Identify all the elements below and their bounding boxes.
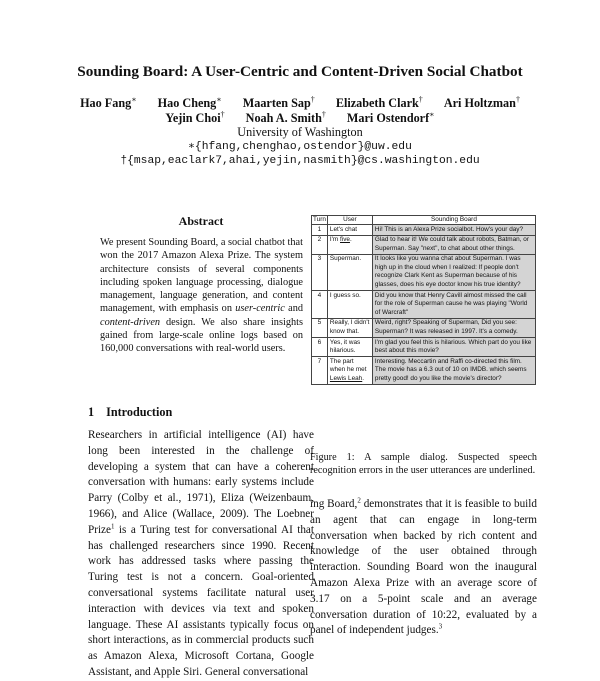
footnote-mark[interactable]: 1 — [111, 522, 115, 531]
author: Ari Holtzman† — [443, 94, 520, 110]
author: Elizabeth Clark† — [335, 94, 423, 110]
footnote-mark[interactable]: 2 — [357, 496, 361, 505]
bot-cell: Glad to hear it! We could talk about robots, Batman, or Superman. Say "next", to chat about other things. — [372, 235, 535, 254]
author: Hao Cheng∗ — [157, 94, 222, 110]
user-cell: Let's chat — [327, 225, 372, 236]
authors-row-2 — [0, 111, 600, 125]
authors-row-1 — [0, 96, 600, 110]
author: Mari Ostendorf∗ — [346, 109, 435, 125]
sample-dialog-table — [311, 215, 536, 385]
turn-cell: 6 — [312, 338, 328, 357]
user-cell: I'm five. — [327, 235, 372, 254]
asr-error-underline: Lewis Leah — [329, 375, 363, 382]
user-cell: The part when he met Lewis Leah. — [327, 357, 372, 385]
table-row — [312, 254, 536, 290]
abstract-heading: Abstract — [178, 214, 224, 228]
bot-cell: Hi! This is an Alexa Prize socialbot. How's your day? — [372, 225, 535, 236]
affiliation: University of Washington — [237, 125, 363, 139]
bot-cell: It looks like you wanna chat about Superman. I was high up in the cloud when I realized: If people don't recognize Clark Kent as Superman because of his glasses, does his eye doctor know his true identity? — [372, 254, 535, 290]
author: Yejin Choi† — [165, 109, 225, 125]
right-column-body: ing Board,$^2$ demonstrates that it is feasible to build an agent that can engage in long-term conversation when backed by rich content and knowledge of the user obtained through interaction. Sounding Board won the inaugural Amazon Alexa Prize with an average score of 3.17 on a 5-point scale and an average conversation duration of 10:22, evaluated by a panel of independent judges.$^3$ — [310, 496, 537, 637]
header-sounding-board: Sounding Board — [372, 216, 535, 225]
user-cell: I guess so. — [327, 291, 372, 319]
turn-cell: 1 — [312, 225, 328, 236]
table-row — [312, 235, 536, 254]
abstract-body: We present Sounding Board, a social chatbot that won the 2017 Amazon Alexa Prize. The system architecture consists of several components including spoken language processing, dialogue management, language generation, and content management, with emphasis on user-centric and content-driven design. We also share insights gained from large-scale online logs based on 160,000 conversations with real-world users. — [100, 237, 303, 355]
table-row — [312, 318, 536, 337]
bot-cell: Interesting. Meccartin and Raffi co-directed this film. The movie has a 6.3 out of 10 on IMDB. which seems pretty good! do you like the movie's director? — [372, 357, 535, 385]
table-row — [312, 357, 536, 385]
author: Hao Fang∗ — [80, 94, 137, 110]
author: Noah A. Smith† — [245, 109, 326, 125]
section-heading-introduction: 1 Introduction — [88, 405, 173, 419]
author: Maarten Sap† — [242, 94, 315, 110]
header-turn: Turn — [313, 216, 326, 223]
figure-caption: Figure 1: A sample dialog. Suspected speech recognition errors in the user utterances are underlined. — [310, 452, 537, 477]
table-row — [312, 338, 536, 357]
turn-cell: 5 — [312, 318, 328, 337]
table-row — [312, 225, 536, 236]
turn-cell: 3 — [312, 254, 328, 290]
footnote-mark[interactable]: 3 — [438, 622, 443, 631]
turn-cell: 4 — [312, 291, 328, 319]
table-row — [312, 291, 536, 319]
table-header-row — [312, 216, 536, 225]
bot-cell: Weird, right? Speaking of Superman, Did you see: Superman? It was released in 1997. It's a comedy. — [372, 318, 535, 337]
email-cs[interactable]: †{msap,eaclark7,ahai,yejin,nasmith}@cs.washington.edu — [120, 155, 480, 167]
user-cell: Superman. — [327, 254, 372, 290]
user-cell: Really, I didn't know that. — [327, 318, 372, 337]
turn-cell: 2 — [312, 235, 328, 254]
asr-error-underline: five — [340, 236, 350, 244]
user-cell: Yes, it was hilarious. — [327, 338, 372, 357]
introduction-body: Researchers in artificial intelligence (AI) have long been interested in the challenge of developing a system that can have a coherent conversation with humans: early systems include Parry (Colby et al., 1971), Eliza (Weizenbaum, 1966), and Alice (Wallace, 2009). The Loebner Prize$^1$ is a Turing test for conversational AI that has challenged researchers since 1990. Recent work has addressed tasks where passing the Turing test is not a concern. Goal-oriented conversational systems facilitate natural user interaction with devices via text and spoken language. These AI assistants typically focus on short interactions, as in commercial products such as Amazon Alexa, Microsoft Cortana, Google Assistant, and Apple Siri. General conversational — [88, 429, 314, 678]
turn-cell: 7 — [312, 357, 328, 385]
paper-title: Sounding Board: A User-Centric and Content-Driven Social Chatbot — [77, 63, 523, 80]
bot-cell: Did you know that Henry Cavill almost missed the call for the role of Superman cause he was playing "World of Warcraft" — [372, 291, 535, 319]
header-user: User — [327, 216, 372, 225]
email-uw[interactable]: ∗{hfang,chenghao,ostendor}@uw.edu — [188, 141, 412, 153]
bot-cell: I'm glad you feel this is hilarious. Which part do you like best about this movie? — [372, 338, 535, 357]
